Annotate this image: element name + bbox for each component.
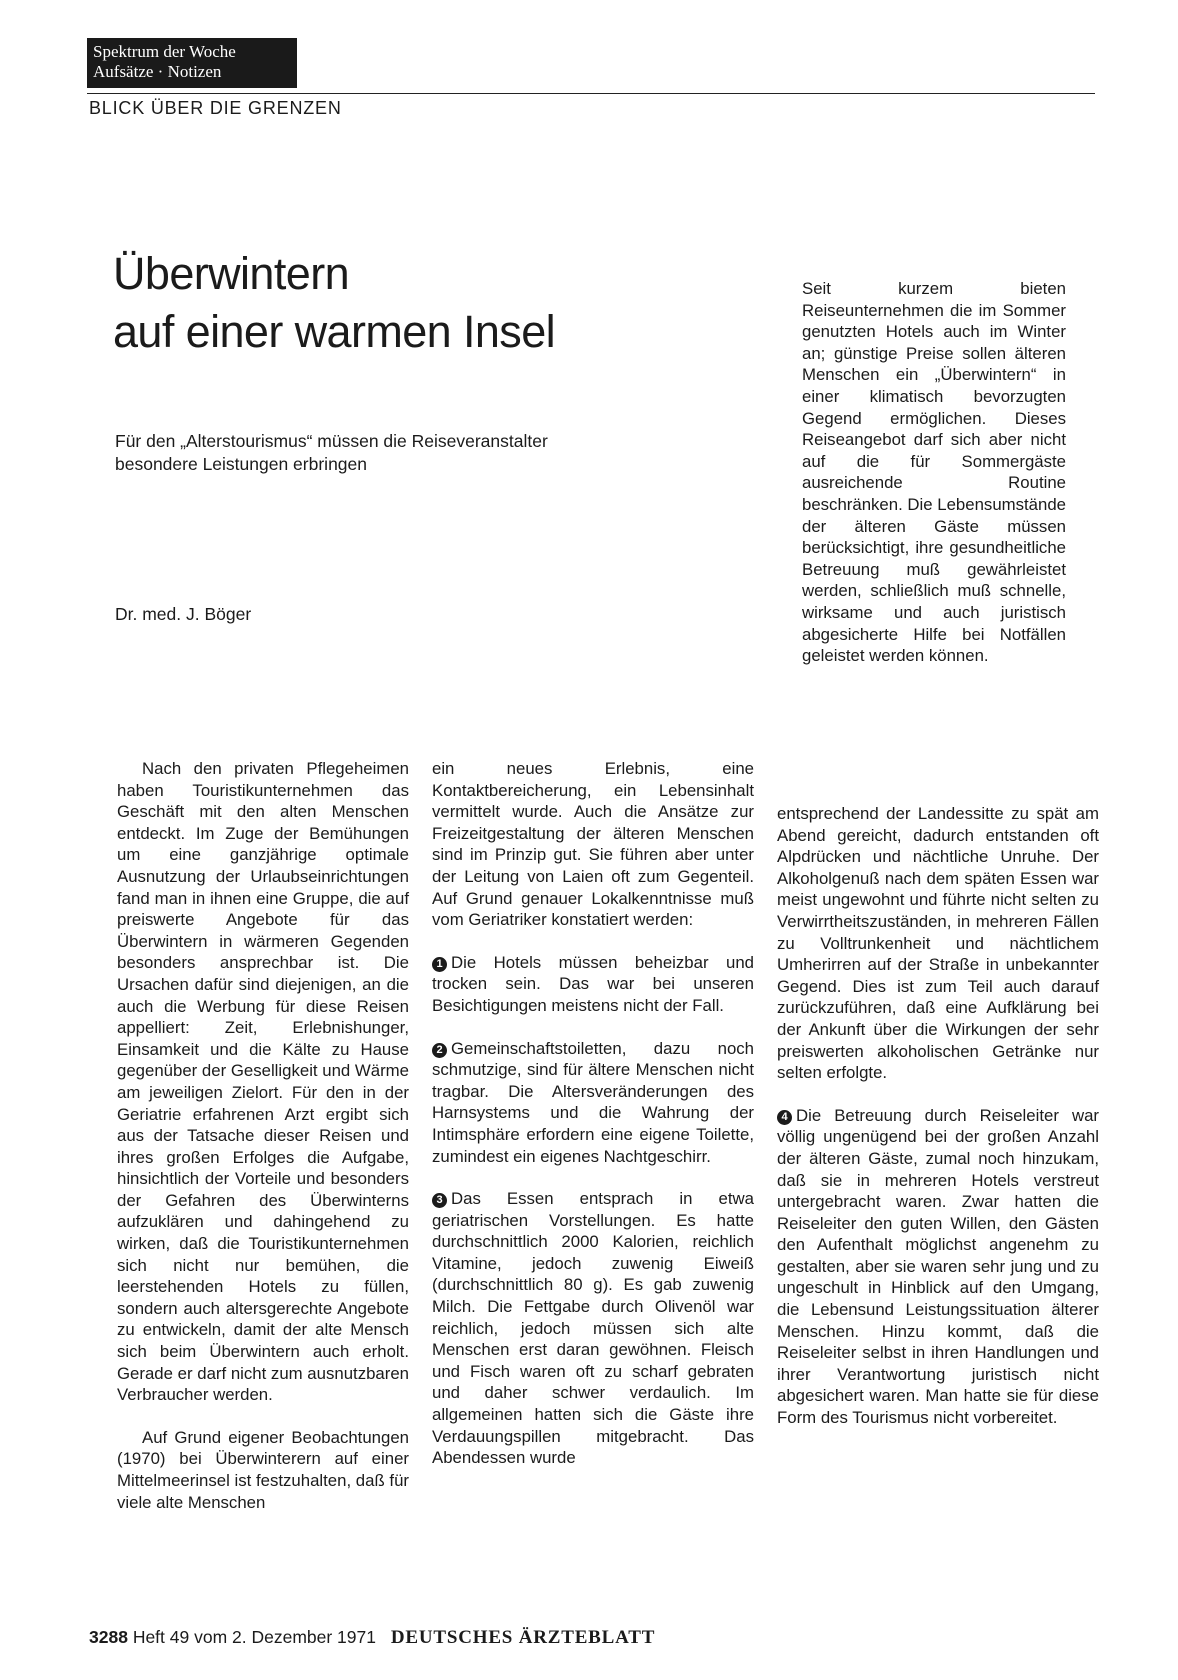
article-subtitle: Für den „Alterstourismus“ müssen die Reiseveranstalter besondere Leistungen erbringen xyxy=(115,431,548,474)
list-item-text: Das Essen entsprach in etwa geriatrischen Vorstellungen. Es hatte durchschnittlich 2000 Kalorien, reichlich Vitamine, jedoch zuwenig Eiweiß (durchschnittlich 80 g). Es gab zuwenig Milch. Die Fettgabe durch Olivenöl war reichlich, jedoch müssen sich alte Menschen erst daran gewöhnen. Fleisch und Fisch waren oft zu scharf gebraten und daher schwer verdaulich. Im allgemeinen hatten sich die Gäste ihre Verdauungspillen mitgebracht. Das Abendessen wurde xyxy=(432,1189,754,1468)
number-1-icon: 1 xyxy=(432,957,447,972)
list-item xyxy=(432,952,754,1017)
body-paragraph: Auf Grund eigener Beobachtungen (1970) bei Überwinterern auf einer Mittelmeerinsel ist festzuhalten, daß für viele alte Menschen xyxy=(117,1427,409,1512)
journal-name: DEUTSCHES ÄRZTEBLATT xyxy=(390,1627,656,1648)
article-title xyxy=(113,245,555,361)
lead-paragraph: Seit kurzem bieten Reiseunternehmen die im Sommer genutzten Hotels auch im Winter an; günstige Preise sollen älteren Menschen ein „Überwintern“ in einer klimatisch bevorzugten Gegend ermöglichen. Dieses Reiseangebot darf sich aber nicht auf die für Sommergäste ausreichende Routine beschränken. Die Lebensumstände der älteren Gäste müssen berücksichtigt, ihre gesundheitliche Betreuung muß gewährleistet werden, schließlich muß schnelle, wirksame und auch juristisch abgesicherte Hilfe bei Notfällen geleistet werden können. xyxy=(802,279,1067,666)
section-heading: BLICK ÜBER DIE GRENZEN xyxy=(89,98,342,118)
title-line1: Überwintern xyxy=(113,248,350,299)
issue-info: Heft 49 vom 2. Dezember 1971 xyxy=(132,1627,376,1647)
list-item xyxy=(432,1188,754,1469)
list-item xyxy=(432,1038,754,1168)
list-item-text: Die Hotels müssen beheizbar und trocken sein. Das war bei unseren Besichtigungen meistens nicht der Fall. xyxy=(432,952,754,1015)
header-rule xyxy=(87,93,1095,94)
section-label-line2: Aufsätze · Notizen xyxy=(93,62,222,81)
section-label-box xyxy=(87,38,297,88)
number-4-icon: 4 xyxy=(777,1110,792,1125)
column-1 xyxy=(117,758,409,1534)
number-2-icon: 2 xyxy=(432,1043,447,1058)
body-paragraph: ein neues Erlebnis, eine Kontaktbereicherung, ein Lebensinhalt vermittelt wurde. Auch die Ansätze zur Freizeitgestaltung der älteren Menschen sind im Prinzip gut. Sie führen aber unter der Leitung von Laien oft zum Gegenteil. Auf Grund genauer Lokalkenntnisse muß vom Geriatriker konstatiert werden: xyxy=(432,759,754,930)
list-item-text: Die Betreuung durch Reiseleiter war völlig ungenügend bei der großen Anzahl der älteren Gäste, zumal noch hinzukam, daß sie in mehreren Hotels verstreut untergebracht waren. Zwar hatten die Reiseleiter den guten Willen, den Gästen den Aufenthalt möglichst angenehm zu gestalten, aber sie waren sehr jung und zu ungeschult in Hinblick auf den Umgang, die Lebensund Leistungssituation älterer Menschen. Hinzu kommt, daß die Reiseleiter selbst in ihren Handlungen und ihrer Verantwortung juristisch nicht abgesichert waren. Man hatte sie für diese Form des Tourismus nicht vorbereitet. xyxy=(777,1105,1099,1428)
number-3-icon: 3 xyxy=(432,1193,447,1208)
section-label-line1: Spektrum der Woche xyxy=(93,42,236,61)
page-number: 3288 xyxy=(89,1627,128,1647)
article-author: Dr. med. J. Böger xyxy=(115,604,252,624)
page-footer xyxy=(89,1627,655,1649)
list-item xyxy=(777,1105,1099,1429)
title-line2: auf einer warmen Insel xyxy=(113,306,556,357)
body-paragraph: Nach den privaten Pflegeheimen haben Touristikunternehmen das Geschäft mit den alten Menschen entdeckt. Im Zuge der Bemühungen um eine ganzjährige optimale Ausnutzung der Urlaubseinrichtungen fand man in ihnen eine Gruppe, die auf preiswerte Angebote für das Überwintern in wärmeren Gegenden besonders ansprechbar ist. Die Ursachen dafür sind diejenigen, an die auch die Werbung für diese Reisen appelliert: Zeit, Erlebnishunger, Einsamkeit und die Kälte zu Hause gegenüber der Geselligkeit und Wärme am jeweiligen Zielort. Für den in der Geriatrie erfahrenen Arzt ergibt sich aus der Tatsache dieser Reisen und ihres großen Erfolges die Aufgabe, hinsichtlich der Vorteile und besonders der Gefahren des Überwinterns aufzuklären und dahingehend zu wirken, daß die Touristikunternehmen sich nicht nur bemühen, die leerstehenden Hotels zu füllen, sondern auch altersgerechte Angebote zu entwickeln, damit der alte Mensch sich beim Überwintern auch erholt. Gerade er darf nicht zum ausnutzbaren Verbraucher werden. xyxy=(117,759,409,1405)
column-2 xyxy=(432,758,754,1490)
list-item-text: Gemeinschaftstoiletten, dazu noch schmutzige, sind für ältere Menschen nicht tragbar. Die Altersveränderungen des Harnsystems und die Wahrung der Intimsphäre erfordern eine eigene Toilette, zumindest ein eigenes Nachtgeschirr. xyxy=(432,1038,754,1166)
body-paragraph: entsprechend der Landessitte zu spät am Abend gereicht, dadurch entstanden oft Alpdrücken und nächtliche Unruhe. Der Alkoholgenuß nach dem späten Essen war meist ungewohnt und führte nicht selten zu Verwirrtheitszuständen, in mehreren Fällen zu Volltrunkenheit und nächtlichem Umherirren auf der Straße in unbekannter Gegend. Dies ist zum Teil auch darauf zurückzuführen, daß eine Aufklärung bei der Ankunft über die Wirkungen der sehr preiswerten alkoholischen Getränke nur selten erfolgte. xyxy=(777,804,1099,1083)
column-3 xyxy=(777,803,1099,1450)
